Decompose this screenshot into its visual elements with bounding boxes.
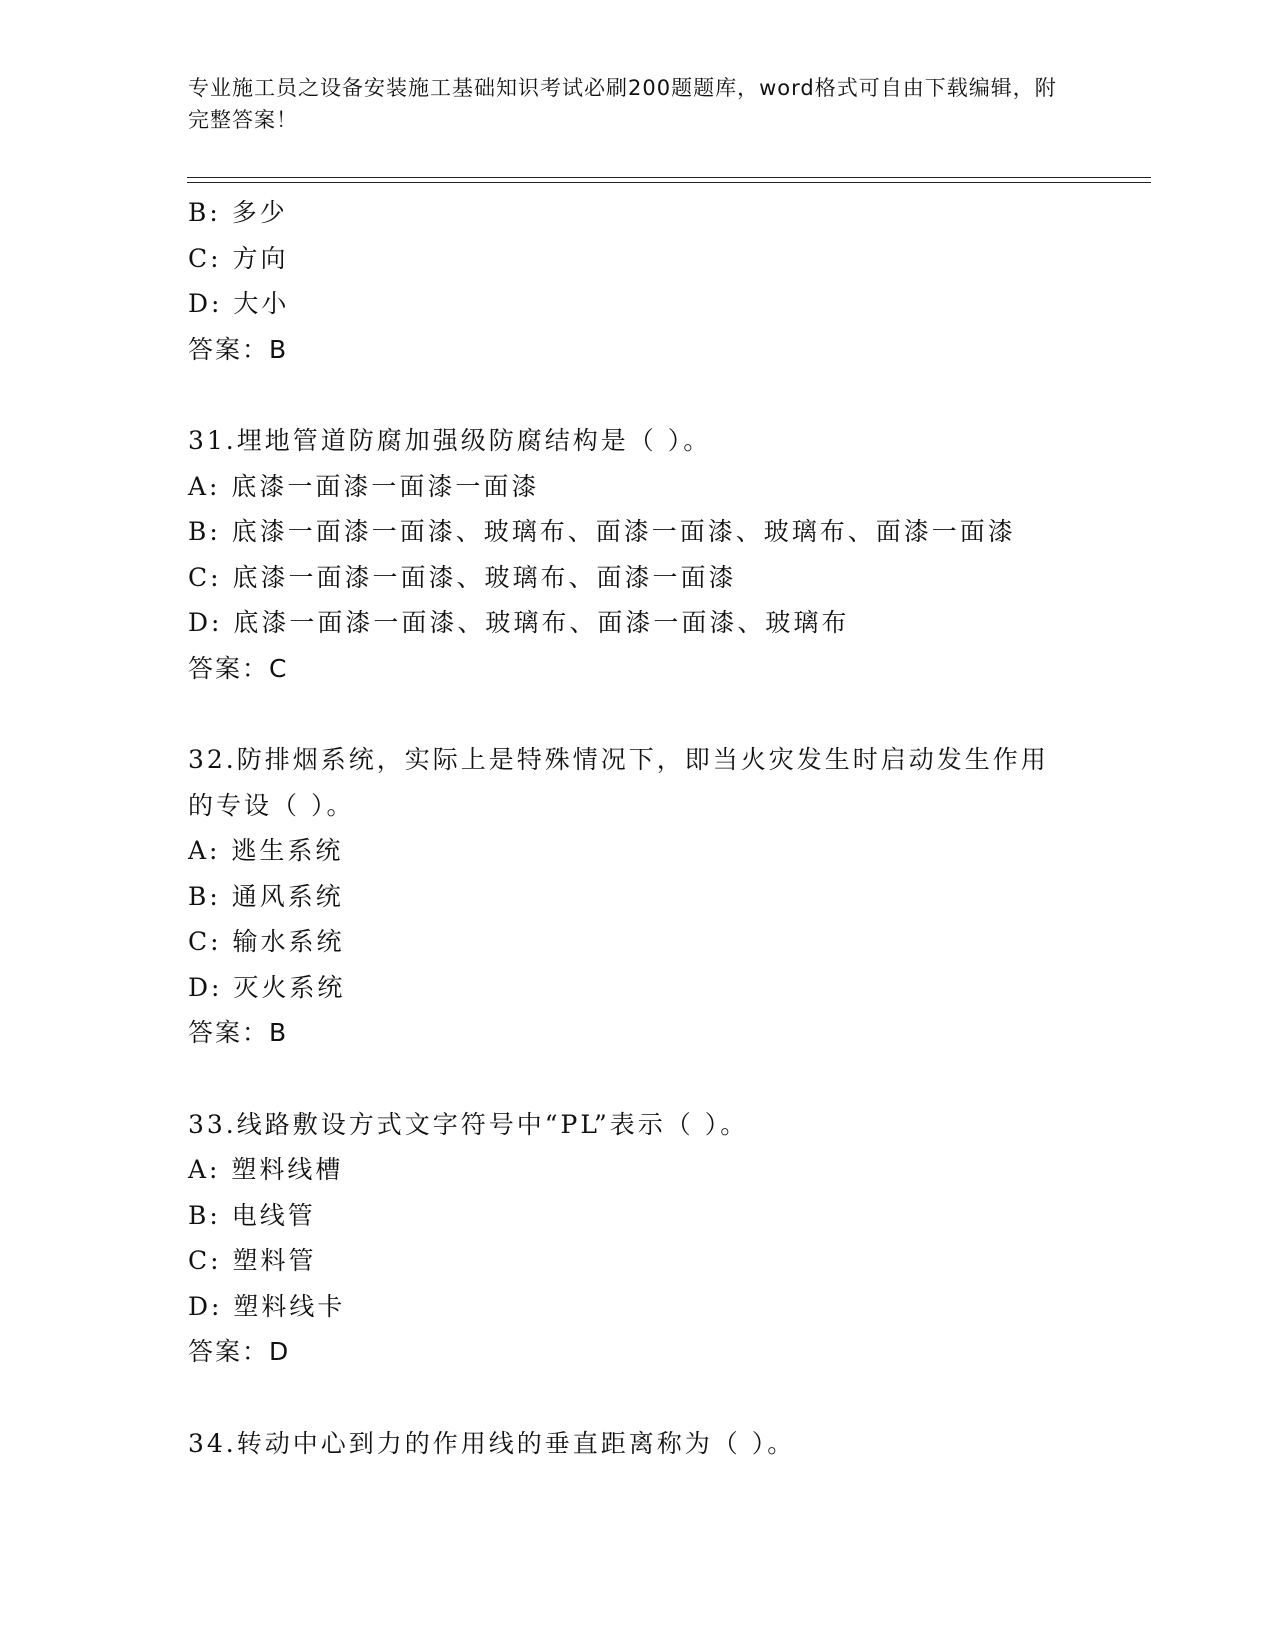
option-c: C: 塑料管 [188, 1246, 317, 1275]
option-c: C: 方向 [188, 243, 289, 273]
option-d: D: 灭火系统 [188, 972, 346, 1002]
question-31 [188, 418, 1088, 691]
header-divider-bottom [187, 182, 1151, 183]
question-text: 31.埋地管道防腐加强级防腐结构是（ ）。 [188, 426, 712, 455]
question-text: 34.转动中心到力的作用线的垂直距离称为（ ）。 [188, 1428, 796, 1458]
answer-line: 答案：C [188, 653, 289, 683]
option-b: B: 通风系统 [188, 881, 344, 911]
option-d: D: 大小 [188, 289, 290, 318]
option-b: B: 电线管 [188, 1200, 316, 1230]
question-30-tail [188, 190, 1088, 372]
question-content [188, 190, 1088, 1466]
answer-line: 答案：B [188, 334, 289, 364]
question-34 [188, 1421, 1088, 1467]
question-33 [188, 1102, 1088, 1375]
option-a: A: 塑料线槽 [188, 1155, 344, 1184]
option-b: B: 底漆一面漆一面漆、玻璃布、面漆一面漆、玻璃布、面漆一面漆 [188, 517, 1016, 546]
answer-line: 答案：B [188, 1018, 289, 1047]
question-32 [188, 737, 1088, 1056]
option-c: C: 输水系统 [188, 927, 345, 956]
answer-line: 答案：D [188, 1337, 291, 1366]
question-text: 32.防排烟系统，实际上是特殊情况下，即当火灾发生时启动发生作用的专设（ ）。 [188, 745, 1049, 820]
option-b: B: 多少 [188, 198, 288, 227]
option-d: D: 底漆一面漆一面漆、玻璃布、面漆一面漆、玻璃布 [188, 608, 850, 637]
question-text: 33.线路敷设方式文字符号中“PL”表示（ ）。 [188, 1109, 749, 1139]
option-a: A: 逃生系统 [188, 836, 344, 865]
option-a: A: 底漆一面漆一面漆一面漆 [188, 471, 540, 501]
header-divider-top [187, 177, 1151, 178]
document-header: 专业施工员之设备安装施工基础知识考试必刷200题题库，word格式可自由下载编辑，附完整答案！ [188, 76, 1057, 132]
option-c: C: 底漆一面漆一面漆、玻璃布、面漆一面漆 [188, 562, 737, 592]
option-d: D: 塑料线卡 [188, 1291, 346, 1321]
